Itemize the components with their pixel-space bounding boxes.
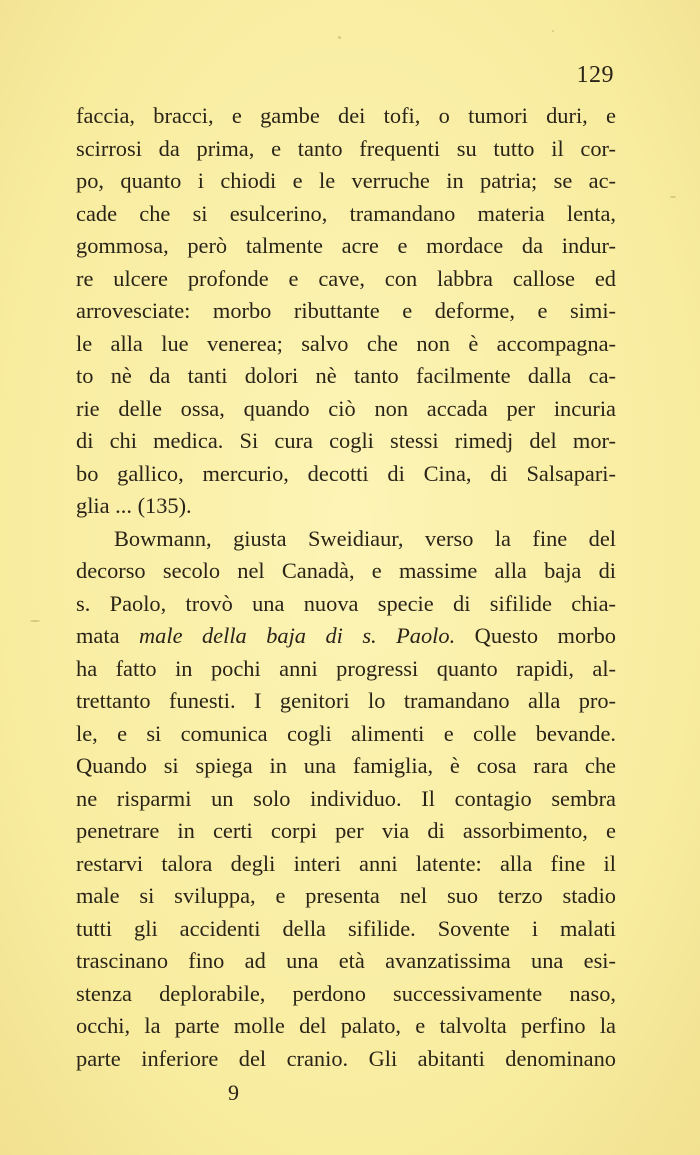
text-segment: Quando si spiega in una famiglia, è cosa rara che	[76, 753, 616, 778]
text-segment: faccia, bracci, e gambe dei tofi, o tumori duri, e	[76, 103, 616, 128]
text-segment: stenza deplorabile, perdono successivamente naso,	[76, 980, 616, 1006]
text-line	[76, 1043, 616, 1076]
text-segment: re ulcere profonde e cave, con labbra callose ed	[76, 265, 616, 291]
text-line	[76, 295, 616, 328]
text-line	[76, 913, 616, 946]
text-segment: trettanto funesti. I genitori lo tramandano alla pro-	[76, 688, 616, 713]
text-segment: rie delle ossa, quando ciò non accada per incuria	[76, 395, 616, 421]
text-line	[76, 978, 616, 1011]
text-line	[76, 490, 616, 523]
text-line	[76, 848, 616, 881]
text-segment: ne risparmi un solo individuo. Il contagio sembra	[76, 785, 616, 811]
text-segment: penetrare in certi corpi per via di assorbimento, e	[76, 818, 616, 843]
text-segment: di chi medica. Si cura cogli stessi rimedj del mor-	[76, 428, 616, 453]
text-segment: decorso secolo nel Canadà, e massime alla baja di	[76, 558, 616, 583]
text-line	[76, 263, 616, 296]
text-line	[76, 198, 616, 231]
text-line	[76, 880, 616, 913]
text-segment: le alla lue venerea; salvo che non è accompagna-	[76, 330, 616, 356]
text-segment: Bowmann, giusta Sweidiaur, verso la fine del	[114, 525, 616, 551]
text-segment: bo gallico, mercurio, decotti di Cina, di Salsapari-	[76, 460, 616, 486]
text-segment: scirrosi da prima, e tanto frequenti su tutto il cor-	[76, 135, 616, 161]
text-segment: po, quanto i chiodi e le verruche in patria; se ac-	[76, 168, 616, 193]
page-number: 129	[576, 62, 614, 88]
text-segment: gommosa, però talmente acre e mordace da indur-	[76, 233, 616, 258]
text-line	[76, 685, 616, 718]
text-segment: le, e si comunica cogli alimenti e colle bevande.	[76, 720, 616, 746]
italic-term: male della baja di s. Paolo.	[138, 623, 456, 648]
text-line	[76, 523, 616, 556]
text-line	[76, 230, 616, 263]
text-line	[76, 133, 616, 166]
text-segment: s. Paolo, trovò una nuova specie di sifilide chia-	[76, 590, 616, 616]
text-line	[76, 1010, 616, 1043]
body-text	[76, 100, 616, 1075]
signature-mark: 9	[228, 1080, 239, 1105]
text-segment: to nè da tanti dolori nè tanto facilmente dalla ca-	[76, 363, 616, 388]
text-line	[76, 393, 616, 426]
text-segment: mata	[76, 623, 139, 648]
text-line	[76, 750, 616, 783]
text-segment: ha fatto in pochi anni progressi quanto rapidi, al-	[76, 655, 616, 681]
text-segment: cade che si esulcerino, tramandano materia lenta,	[76, 200, 616, 226]
text-segment: Questo morbo	[455, 623, 616, 648]
text-line	[76, 100, 616, 133]
text-line	[76, 588, 616, 621]
text-line	[76, 360, 616, 393]
text-line	[76, 653, 616, 686]
text-line	[76, 945, 616, 978]
text-line	[76, 458, 616, 491]
text-segment: occhi, la parte molle del palato, e talvolta perfino la	[76, 1013, 616, 1038]
text-segment: parte inferiore del cranio. Gli abitanti denominano	[76, 1045, 616, 1071]
text-segment: restarvi talora degli interi anni latente: alla fine il	[76, 850, 616, 876]
text-line	[76, 815, 616, 848]
text-line	[76, 328, 616, 361]
text-segment: trascinano fino ad una età avanzatissima una esi-	[76, 948, 616, 973]
text-segment: arrovesciate: morbo ributtante e deforme, e simi-	[76, 298, 616, 323]
text-line	[76, 165, 616, 198]
text-line	[76, 425, 616, 458]
text-segment: male si sviluppa, e presenta nel suo terzo stadio	[76, 883, 616, 908]
text-line	[76, 620, 616, 653]
text-segment: glia ... (135).	[76, 493, 192, 518]
text-segment: tutti gli accidenti della sifilide. Sovente i malati	[76, 915, 616, 941]
text-line	[76, 783, 616, 816]
text-line	[76, 718, 616, 751]
text-line	[76, 555, 616, 588]
